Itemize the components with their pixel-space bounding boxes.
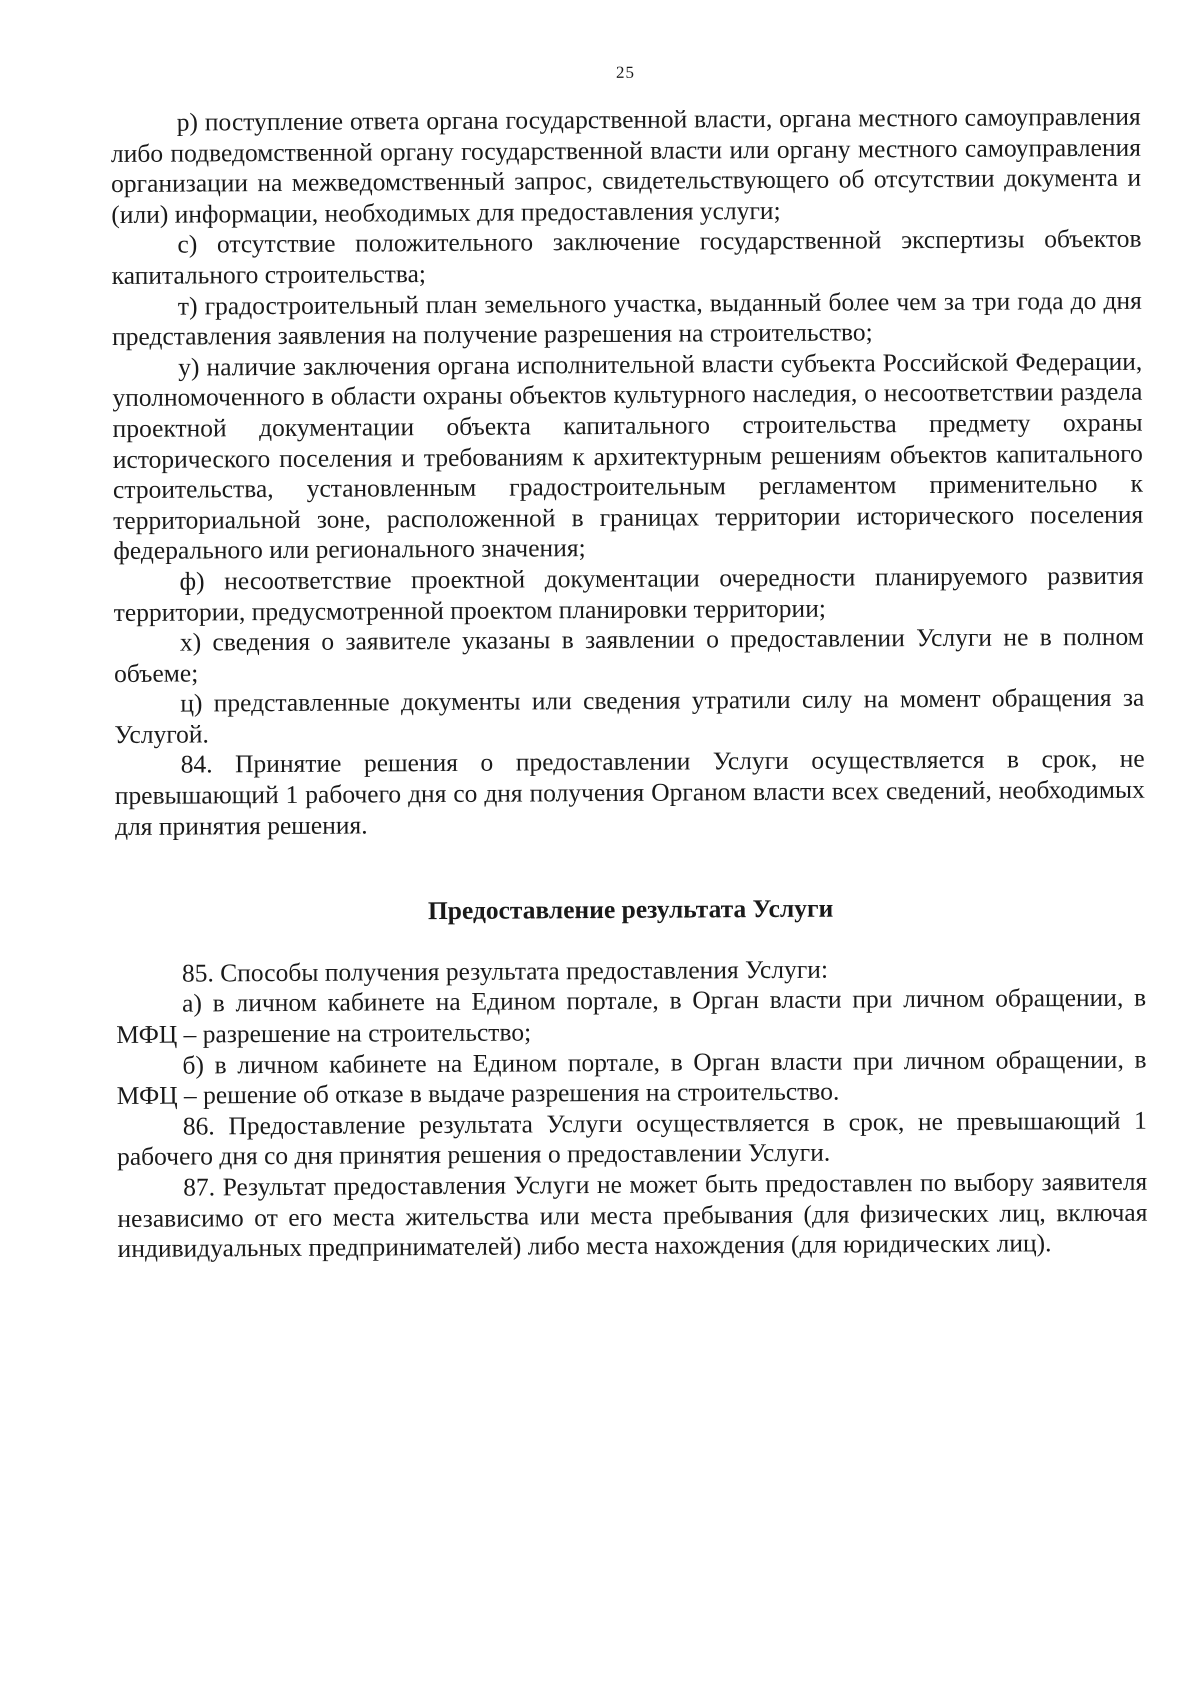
document-page [110, 0, 1150, 1697]
paragraph-85: 85. Способы получения результата предоставления Услуги: [181, 954, 829, 988]
paragraph-85-b: б) в личном кабинете на Едином портале, в Орган власти при личном обращении, в МФЦ – решение об отказе в выдаче разрешения на строительство. [116, 1044, 1147, 1111]
paragraph-84: 84. Принятие решения о предоставлении Услуги осуществляется в срок, не превышающий 1 рабочего дня со дня получения Органом власти всех сведений, необходимых для принятия решения. [114, 744, 1145, 841]
paragraph-item-s: с) отсутствие положительного заключение государственной экспертизы объектов капитального строительства; [111, 224, 1142, 290]
paragraph-item-h: х) сведения о заявителе указаны в заявлении о предоставлении Услуги не в полном объеме; [114, 621, 1144, 688]
section-heading: Предоставление результата Услуги [427, 893, 834, 926]
paragraph-87: 87. Результат предоставления Услуги не может быть предоставлен по выбору заявителя независимо от его места жительства или места пребывания (для физических лиц, включая индивидуальных предпринимателей) либо места нахождения (для юридических лиц). [117, 1166, 1148, 1264]
paragraph-item-r: р) поступление ответа органа государственной власти, органа местного самоуправления либо подведомственной органу государственной власти или органу местного самоуправления организации на межведомственный запрос, свидетельствующего об отсутствии документа и (или) информации, необходимых для предоставления услуги; [110, 101, 1142, 229]
document-body [111, 102, 1148, 1265]
paragraph-item-u: у) наличие заключения органа исполнительной власти субъекта Российской Федерации, уполномоченного в области охраны объектов культурного наследия, о несоответствии раздела проектной документации объекта капитального строительства предмету охраны исторического поселения и требованиям к архитектурным решениям объектов капитального строительства, установленным градостроительным регламентом применительно к территориальной зоне, расположенной в границах территории исторического поселения федерального или регионального значения; [112, 346, 1144, 566]
paragraph-85-a: а) в личном кабинете на Едином портале, в Орган власти при личном обращении, в МФЦ – разрешение на строительство; [116, 983, 1147, 1050]
paragraph-item-ts: ц) представленные документы или сведения утратили силу на момент обращения за Услугой. [114, 682, 1145, 749]
paragraph-item-f: ф) несоответствие проектной документации очередности планируемого развития территории, предусмотренной проектом планировки территории; [113, 560, 1144, 627]
paragraph-item-t: т) градостроительный план земельного участка, выданный более чем за три года до дня представления заявления на получение разрешения на строительство; [111, 285, 1142, 352]
page-number: 25 [615, 62, 636, 82]
paragraph-86: 86. Предоставление результата Услуги осуществляется в срок, не превышающий 1 рабочего дня со дня принятия решения о предоставлении Услуги. [116, 1105, 1147, 1172]
